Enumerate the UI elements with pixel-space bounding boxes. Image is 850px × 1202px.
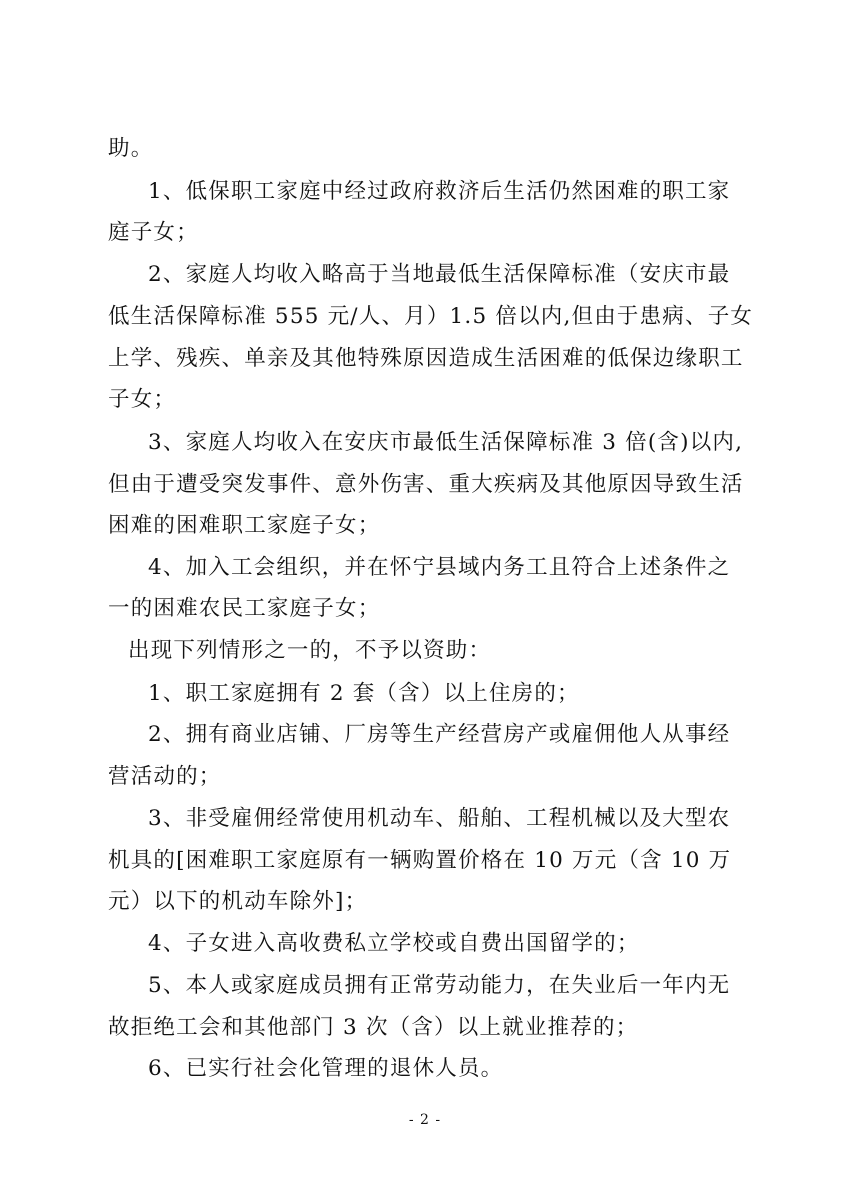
text-line: 故拒绝工会和其他部门 3 次（含）以上就业推荐的； bbox=[108, 1015, 639, 1040]
text-line: 元）以下的机动车除外]； bbox=[108, 889, 368, 914]
text-line: 6、已实行社会化管理的退休人员。 bbox=[148, 1056, 504, 1081]
text-line: 1、职工家庭拥有 2 套（含）以上住房的； bbox=[148, 681, 580, 706]
text-line: 助。 bbox=[108, 136, 154, 161]
text-line: 5、本人或家庭成员拥有正常劳动能力，在失业后一年内无 bbox=[148, 973, 731, 998]
text-line: 但由于遭受突发事件、意外伤害、重大疾病及其他原因导致生活 bbox=[108, 472, 744, 497]
text-line: 1、低保职工家庭中经过政府救济后生活仍然困难的职工家 bbox=[148, 179, 731, 204]
text-line: 3、家庭人均收入在安庆市最低生活保障标准 3 倍(含)以内, bbox=[148, 430, 744, 455]
text-line: 4、子女进入高收费私立学校或自费出国留学的； bbox=[148, 931, 640, 956]
text-line: 子女； bbox=[108, 387, 177, 412]
text-line: 3、非受雇佣经常使用机动车、船舶、工程机械以及大型农 bbox=[148, 806, 731, 831]
text-line: 2、家庭人均收入略高于当地最低生活保障标准（安庆市最 bbox=[148, 262, 731, 287]
text-line: 一的困难农民工家庭子女； bbox=[108, 596, 381, 621]
text-line: 低生活保障标准 555 元/人、月）1.5 倍以内,但由于患病、子女 bbox=[108, 304, 754, 329]
text-line: 困难的困难职工家庭子女； bbox=[108, 513, 381, 538]
text-line: 庭子女； bbox=[108, 220, 199, 245]
page-number: - 2 - bbox=[408, 1112, 442, 1128]
text-line: 机具的[困难职工家庭原有一辆购置价格在 10 万元（含 10 万 bbox=[108, 848, 732, 873]
text-line: 4、加入工会组织，并在怀宁县域内务工且符合上述条件之 bbox=[148, 555, 731, 580]
text-line: 2、拥有商业店铺、厂房等生产经营房产或雇佣他人从事经 bbox=[148, 722, 731, 747]
text-line: 营活动的； bbox=[108, 764, 222, 789]
text-line: 出现下列情形之一的，不予以资助： bbox=[128, 638, 492, 663]
text-line: 上学、残疾、单亲及其他特殊原因造成生活困难的低保边缘职工 bbox=[108, 346, 744, 371]
